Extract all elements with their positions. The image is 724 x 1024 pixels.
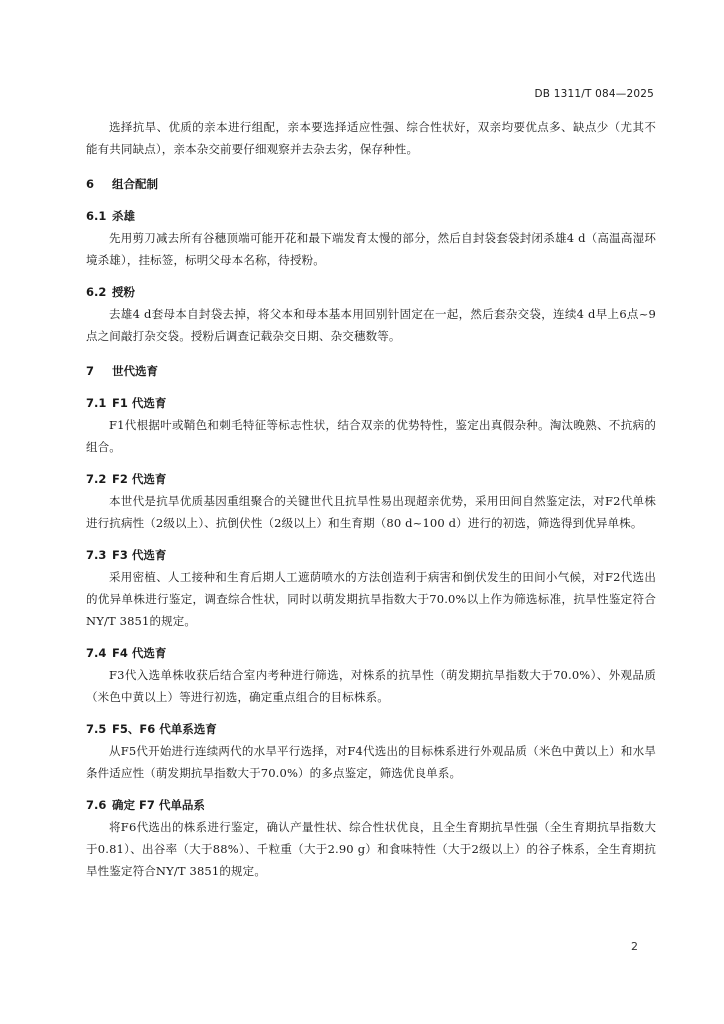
section-number: 6	[86, 177, 95, 191]
document-body	[86, 116, 656, 882]
section-7-heading	[86, 360, 656, 382]
section-title: F2 代选育	[112, 472, 167, 486]
section-title: F1 代选育	[112, 396, 167, 410]
section-6-1-heading	[86, 205, 656, 227]
section-title: F5、F6 代单系选育	[112, 722, 217, 736]
document-code: DB 1311/T 084—2025	[534, 88, 654, 100]
section-7-5-heading	[86, 718, 656, 740]
section-title: 授粉	[112, 285, 135, 299]
section-number: 7.6	[86, 798, 107, 812]
intro-paragraph: 选择抗旱、优质的亲本进行组配，亲本要选择适应性强、综合性状好，双亲均要优点多、缺点少（尤其不能有共同缺点），亲本杂交前要仔细观察并去杂去劣，保存种性。	[86, 120, 656, 156]
section-7-6-heading	[86, 794, 656, 816]
section-7-6-text: 将F6代选出的株系进行鉴定，确认产量性状、综合性状优良，且全生育期抗旱性强（全生育期抗旱指数大于0.81）、出谷率（大于88%）、千粒重（大于2.90 g）和食味特性（大于2级以上）的谷子株系，全生育期抗旱性鉴定符合NY/T 3851的规定。	[86, 820, 656, 878]
section-title: 杀雄	[112, 209, 135, 223]
section-7-3-heading	[86, 544, 656, 566]
page-number: 2	[631, 940, 638, 953]
section-number: 6.1	[86, 209, 107, 223]
section-title: 组合配制	[112, 177, 158, 191]
section-7-4-heading	[86, 642, 656, 664]
section-number: 7.1	[86, 396, 107, 410]
section-6-2-heading	[86, 281, 656, 303]
section-number: 6.2	[86, 285, 107, 299]
section-title: F4 代选育	[112, 646, 167, 660]
section-number: 7.3	[86, 548, 107, 562]
section-6-1-text: 先用剪刀减去所有谷穗顶端可能开花和最下端发育太慢的部分，然后自封袋套袋封闭杀雄4 d（高温高湿环境杀雄），挂标签，标明父母本名称，待授粉。	[86, 231, 656, 267]
section-7-2-text: 本世代是抗旱优质基因重组聚合的关键世代且抗旱性易出现超亲优势，采用田间自然鉴定法，对F2代单株进行抗病性（2级以上）、抗倒伏性（2级以上）和生育期（80 d~100 d）进行的初选，筛选得到优异单株。	[86, 494, 656, 530]
section-7-2-heading	[86, 468, 656, 490]
section-6-heading	[86, 173, 656, 195]
section-6-2-text: 去雄4 d套母本自封袋去掉，将父本和母本基本用回别针固定在一起，然后套杂交袋，连续4 d早上6点~9点之间敲打杂交袋。授粉后调查记载杂交日期、杂交穗数等。	[86, 307, 656, 343]
section-number: 7	[86, 364, 95, 378]
section-7-4-text: F3代入选单株收获后结合室内考种进行筛选，对株系的抗旱性（萌发期抗旱指数大于70.0%）、外观品质（米色中黄以上）等进行初选，确定重点组合的目标株系。	[86, 668, 656, 704]
section-number: 7.4	[86, 646, 107, 660]
section-7-1-text: F1代根据叶或鞘色和刺毛特征等标志性状，结合双亲的优势特性，鉴定出真假杂种。淘汰晚熟、不抗病的组合。	[86, 418, 656, 454]
section-number: 7.5	[86, 722, 107, 736]
section-title: F3 代选育	[112, 548, 167, 562]
section-7-1-heading	[86, 392, 656, 414]
section-number: 7.2	[86, 472, 107, 486]
section-7-3-text: 采用密植、人工接种和生育后期人工遮荫喷水的方法创造利于病害和倒伏发生的田间小气候，对F2代选出的优异单株进行鉴定，调查综合性状，同时以萌发期抗旱指数大于70.0%以上作为筛选标准，抗旱性鉴定符合NY/T 3851的规定。	[86, 570, 656, 628]
section-title: 确定 F7 代单品系	[112, 798, 205, 812]
section-title: 世代选育	[112, 364, 158, 378]
section-7-5-text: 从F5代开始进行连续两代的水旱平行选择，对F4代选出的目标株系进行外观品质（米色中黄以上）和水旱条件适应性（萌发期抗旱指数大于70.0%）的多点鉴定，筛选优良单系。	[86, 744, 656, 780]
